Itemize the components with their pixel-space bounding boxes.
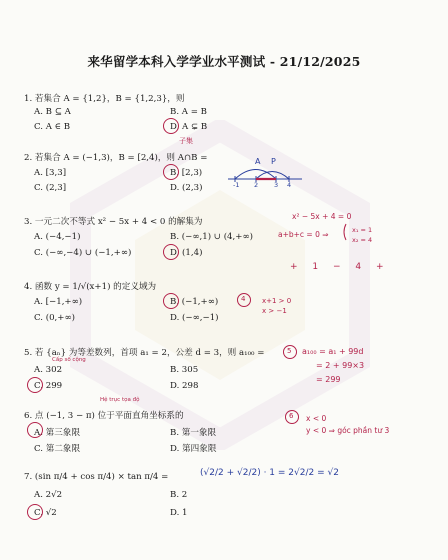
q5-option-a[interactable]: A. 302	[34, 365, 63, 375]
q2-label-p: P	[271, 157, 276, 166]
q2-option-c[interactable]: C. (2,3]	[34, 183, 67, 193]
q4-option-d[interactable]: D. (−∞,−1)	[170, 313, 219, 323]
q3-answer-circle	[163, 244, 179, 260]
q3-work-2: a+b+c = 0 ⇒	[278, 230, 329, 239]
q2-tick-2: 2	[254, 181, 259, 189]
q2-tick-4: 4	[287, 181, 292, 189]
q5-option-b[interactable]: B. 305	[170, 365, 199, 375]
q6-note-top: Hệ trục tọa độ	[100, 397, 140, 403]
q1-option-a[interactable]: A. B ⊆ A	[34, 107, 71, 117]
q4-option-c[interactable]: C. (0,+∞)	[34, 313, 75, 323]
q1-option-b[interactable]: B. A = B	[170, 107, 207, 117]
q3-option-a[interactable]: A. (−4,−1)	[34, 232, 81, 242]
q7-option-c[interactable]: C. √2	[34, 508, 57, 518]
q2-tick-neg1: -1	[233, 181, 240, 189]
q6-option-a[interactable]: A. 第三象限	[34, 428, 81, 438]
q3-root-1: x₁ = 1	[352, 226, 373, 234]
q6-work-2: y < 0 ⇒ góc phần tư 3	[306, 426, 390, 435]
q4-work-1: x+1 > 0	[262, 297, 292, 305]
question-3-stem: 3. 一元二次不等式 x² − 5x + 4 < 0 的解集为	[24, 217, 203, 227]
q5-option-c[interactable]: C. 299	[34, 381, 63, 391]
q3-option-b[interactable]: B. (−∞,1) ∪ (4,+∞)	[170, 232, 253, 242]
q2-label-a: A	[255, 157, 261, 166]
q3-work-1: x² − 5x + 4 = 0	[292, 212, 352, 221]
q6-option-c[interactable]: C. 第二象限	[34, 444, 81, 454]
q7-option-d[interactable]: D. 1	[170, 508, 188, 518]
q2-option-a[interactable]: A. [3,3]	[34, 168, 67, 178]
q5-work-2: = 2 + 99×3	[316, 361, 365, 370]
q4-answer-circle	[163, 293, 179, 309]
q5-note: Cấp số cộng	[52, 357, 86, 363]
q1-answer-circle	[163, 118, 179, 134]
q2-tick-3: 3	[274, 181, 279, 189]
q4-note-number: 4	[241, 295, 246, 303]
q4-option-b[interactable]: B. (−1,+∞)	[170, 297, 219, 307]
q5-note-number: 5	[287, 347, 292, 355]
q1-option-c[interactable]: C. A ∈ B	[34, 122, 71, 132]
q2-answer-circle	[163, 164, 179, 180]
q6-note-number: 6	[289, 412, 294, 420]
q3-option-c[interactable]: C. (−∞,−4) ∪ (−1,+∞)	[34, 248, 132, 258]
q7-answer-circle	[27, 504, 43, 520]
q5-option-d[interactable]: D. 298	[170, 381, 199, 391]
q1-option-d[interactable]: D. A ⊊ B	[170, 122, 208, 132]
q6-option-d[interactable]: D. 第四象限	[170, 444, 217, 454]
q6-option-b[interactable]: B. 第一象限	[170, 428, 217, 438]
question-5-stem: 5. 若 {aₙ} 为等差数列，首项 a₁ = 2，公差 d = 3，则 a₁₀₀ =	[24, 348, 265, 358]
q5-work-1: a₁₀₀ = a₁ + 99d	[302, 347, 364, 356]
q7-option-a[interactable]: A. 2√2	[34, 490, 63, 500]
q4-option-a[interactable]: A. [−1,+∞)	[34, 297, 83, 307]
question-7-stem: 7. (sin π/4 + cos π/4) × tan π/4 =	[24, 472, 169, 482]
q2-note: 子集	[179, 137, 193, 145]
exam-title: 来华留学本科入学学业水平测试 - 21/12/2025	[87, 54, 361, 69]
question-4-stem: 4. 函数 y = 1/√(x+1) 的定义域为	[24, 282, 157, 292]
q4-work-2: x > −1	[262, 307, 287, 315]
q3-option-d[interactable]: D. (1,4)	[170, 248, 203, 258]
question-1-stem: 1. 若集合 A = {1,2}，B = {1,2,3}，则	[24, 94, 185, 104]
q7-option-b[interactable]: B. 2	[170, 490, 188, 500]
q5-work-3: = 299	[316, 375, 341, 384]
q5-answer-circle	[27, 377, 43, 393]
q6-work-1: x < 0	[306, 414, 327, 423]
q7-work: (√2/2 + √2/2) · 1 = 2√2/2 = √2	[200, 468, 339, 478]
question-6-stem: 6. 点 (−1, 3 − π) 位于平面直角坐标系的	[24, 411, 184, 421]
q3-sign-chart: + 1 − 4 +	[290, 262, 390, 272]
q6-answer-circle	[27, 422, 43, 438]
question-2-stem: 2. 若集合 A = (−1,3)，B = [2,4)，则 A∩B =	[24, 153, 208, 163]
q2-option-b[interactable]: B. [2,3)	[170, 168, 203, 178]
q3-root-2: x₂ = 4	[352, 236, 373, 244]
q2-option-d[interactable]: D. (2,3)	[170, 183, 203, 193]
